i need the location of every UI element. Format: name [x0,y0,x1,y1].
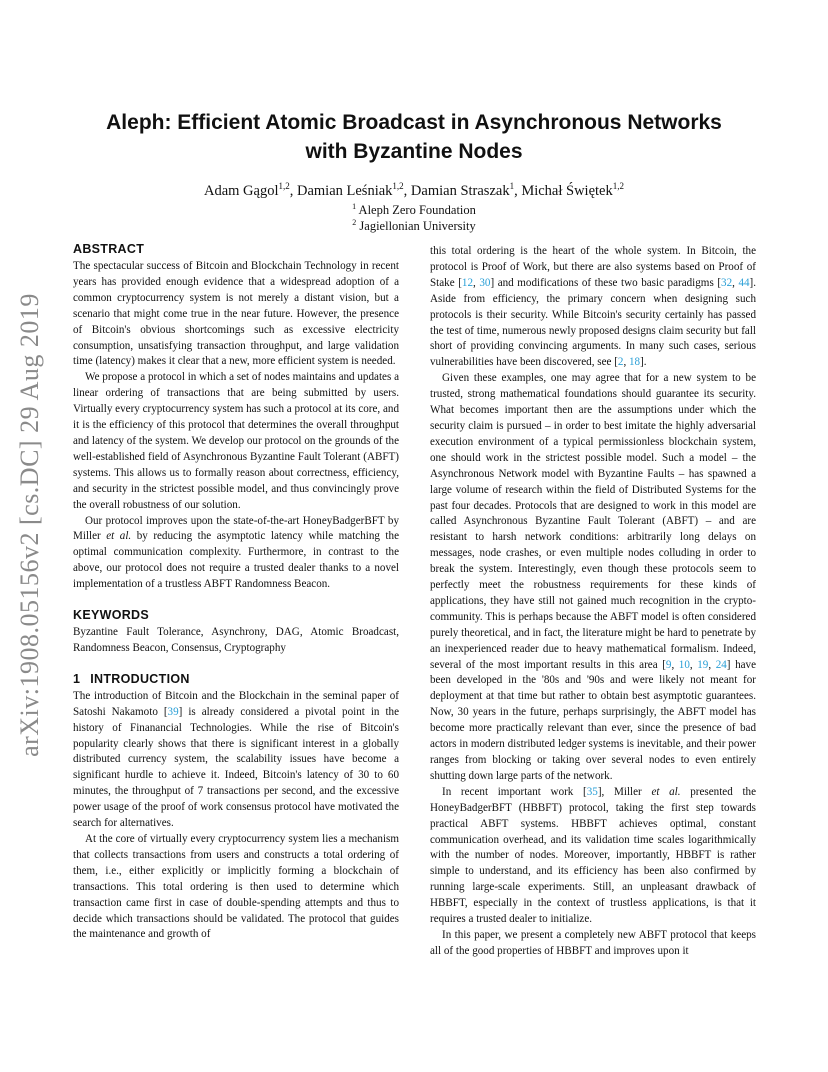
citation-link[interactable]: 18 [629,356,641,369]
citation-link[interactable]: 39 [167,705,179,718]
abstract-heading: ABSTRACT [73,242,145,256]
section-number: 1 [73,671,81,686]
text-run: ]. [640,356,647,369]
text-run: ] have been developed in the '80s and '90s and were likely not meant for deployment at that time but rather to obtain best asymptotic guarantees. Now, 30 years in the future, perhaps surprisingly, the ABFT model has become more practically relevant than ever, since the presence of bad actors in modern distributed ledger systems is inevitable, and their power ranges from blocking or taking over several nodes to even entirely shutting down large parts of the network. [430,658,757,782]
author-name: Damian Leśniak [296,182,393,199]
abstract-paragraph-2: We propose a protocol in which a set of nodes maintains and updates a linear ordering of transactions that are being submitted by users. Virtually every cryptocurrency system has such a protocol at its core, and it is the efficiency of this protocol that determines the overall throughput and latency of the system. We develop our protocol on the grounds of the well-established field of Asynchronous Byzantine Fault Tolerant (ABFT) systems. This allows us to formally reason about correctness, efficiency, and security in the strictest possible model, and thus convincingly prove the overall robustness of our solution. [73,371,399,511]
text-run: ] and modifications of these two basic paradigms [ [490,276,722,289]
text-run: , [623,356,629,369]
text-run: In recent important work [ [442,785,587,798]
intro-paragraph-4 [430,371,756,785]
citation-link[interactable]: 9 [665,658,672,671]
intro-paragraph-2: At the core of virtually every cryptocurrency system lies a mechanism that collects transactions from users and constructs a total ordering of them, i.e., either explicitly or implicitly forming a blockchain of transactions. This total ordering is then used to determine which transaction came first in case of double-spending attempts and thus to decide which transactions should be validated. The protocol that guides the maintenance and growth of [73,833,399,941]
affiliation-mark: 2 [352,218,357,227]
text-run: ]. Aside from efficiency, the primary concern when designing such protocols is their security. While Bitcoin's security certainly has passed the test of time, numerous newly proposed designs claim security but fall short of providing convincing arguments. In many such cases, serious vulnerabilities have been discovered, see [ [430,276,757,369]
citation-link[interactable]: 35 [586,785,598,798]
introduction-heading [73,671,399,687]
right-column [430,244,756,960]
author-affiliation-mark: 1,2 [278,181,290,191]
text-run: Our protocol improves upon the state-of-the-art HoneyBadgerBFT by Miller [73,514,399,543]
intro-paragraph-3 [430,244,756,371]
title-line-2: with Byzantine Nodes [305,140,523,163]
intro-paragraph-5 [430,785,756,928]
citation-link[interactable]: 24 [715,658,727,671]
left-column [73,241,399,943]
arxiv-identifier: arXiv:1908.05156v2 [cs.DC] 29 Aug 2019 [15,293,44,757]
affiliation-name: Aleph Zero Foundation [358,203,476,218]
arxiv-sidebar [10,290,50,760]
text-run: , [732,276,739,289]
author-affiliation-mark: 1 [509,181,515,191]
abstract-paragraph-1: The spectacular success of Bitcoin and Blockchain Technology in recent years has provided enough evidence that a widespread adoption of a common cryptocurrency system is not merely a distant vision, but a scenario that might come true in the near future. However, the presence of Bitcoin's obvious shortcomings such as excessive electricity consumption, unsatisfying transaction throughput, and large validation time (latency) makes it clear that a new, more efficient system is needed. [73,260,399,368]
citation-link[interactable]: 32 [721,276,733,289]
citation-link[interactable]: 19 [697,658,709,671]
section-title: INTRODUCTION [90,671,190,686]
text-run: , [671,658,679,671]
text-run: , [708,658,716,671]
author-name: Damian Straszak [410,182,510,199]
text-run: presented the HoneyBadgerBFT (HBBFT) protocol, taking the first step towards practical ABFT systems. HBBFT achieves optimal, constant communication overhead, and its validation time scales logarithmically with the number of nodes. Moreover, importantly, HBBFT is rather simple to understand, and its efficiency has been also confirmed by running large-scale experiments. Still, an unpleasant drawback of HBBFT, especially in the context of trustless applications, is that it requires a trusted dealer to initialize. [430,785,756,926]
title-line-1: Aleph: Efficient Atomic Broadcast in Asynchronous Networks [106,111,722,134]
citation-link[interactable]: 10 [678,658,690,671]
citation-link[interactable]: 44 [738,276,750,289]
keywords-text: Byzantine Fault Tolerance, Asynchrony, DAG, Atomic Broadcast, Randomness Beacon, Consensus, Cryptography [73,626,399,654]
citation-link[interactable]: 30 [479,276,491,289]
affiliation-2 [80,215,748,234]
abstract-paragraph-3 [73,514,399,594]
text-run: this total ordering is the heart of the whole system. In Bitcoin, the protocol is Proof of Work, but there are also systems based on Proof of Stake [ [430,245,756,289]
text-run: The introduction of Bitcoin and the Blockchain in the seminal paper of Satoshi Nakamoto [ [73,689,399,718]
intro-paragraph-1 [73,689,399,832]
affiliation-name: Jagiellonian University [359,219,476,234]
text-run: ] is already considered a pivotal point in the history of Finanancial Technologies. While the rise of Bitcoin's popularity clearly shows that there is significant interest in a globally distributed currency system, the scalability issues have become a significant hurdle to achieve it. Indeed, Bitcoin's latency of 30 to 60 minutes, the throughput of 7 transactions per second, and the excessive power usage of the proof of work consensus protocol have motivated the search for alternatives. [73,705,400,830]
citation-link[interactable]: 2 [617,356,624,369]
citation-link[interactable]: 12 [461,276,473,289]
paper-title [80,108,748,166]
text-run: by reducing the asymptotic latency while matching the optimal communication complexity. Furthermore, in contrast to the above, our protocol does not require a trusted dealer thanks to a novel implementation of a trustless ABFT Randomness Beacon. [73,530,399,591]
author-name: Adam Gągol [203,182,279,199]
author-affiliation-mark: 1,2 [612,181,624,191]
keywords-heading: KEYWORDS [73,608,150,623]
text-run: ], Miller [597,785,652,798]
text-run: Given these examples, one may agree that for a new system to be trusted, strong mathematical foundations should guarantee its security. What becomes important then are the assumptions under which the security claim is pursued – in order to best imitate the highly adversarial execution environment of a typical permissionless blockchain system, one should work in the strictest possible model. Such a model – the Asynchronous Network model with Byzantine Faults – has spawned a large volume of research within the field of Distributed Systems for the past four decades. Protocols that are designed to work in this model are called Asynchronous Byzantine Fault Tolerant (ABFT) – and are resistant to harsh network conditions: arbitrarily long delays on messages, node crashes, or even multiple nodes colluding in order to break the system. Interestingly, even though these protocols seem to perfectly meet the robustness requirements for these kinds of applications, they have still not gained much recognition in the crypto-community. This is perhaps because the ABFT model is often considered purely theoretical, and in fact, the literature might be hard to penetrate by an inexperienced reader due to heavy mathematical formalism. Indeed, several of the most important results in this area [ [430,372,756,671]
text-run: , [473,276,480,289]
author-list: Adam Gągol$^{1,2}$, Damian Leśniak$^{1,2}$, Damian Straszak$^1$, Michał Świętek$^{1,2}$ [203,181,624,199]
intro-paragraph-6: In this paper, we present a completely new ABFT protocol that keeps all of the good properties of HBBFT and improves upon it [430,928,756,957]
author-affiliation-mark: 1,2 [392,181,404,191]
text-run-italic: et al. [651,785,681,798]
text-run-italic: et al. [106,530,132,543]
affiliation-mark: 1 [352,202,357,211]
author-name: Michał Świętek [521,182,613,199]
text-run: , [689,658,698,671]
